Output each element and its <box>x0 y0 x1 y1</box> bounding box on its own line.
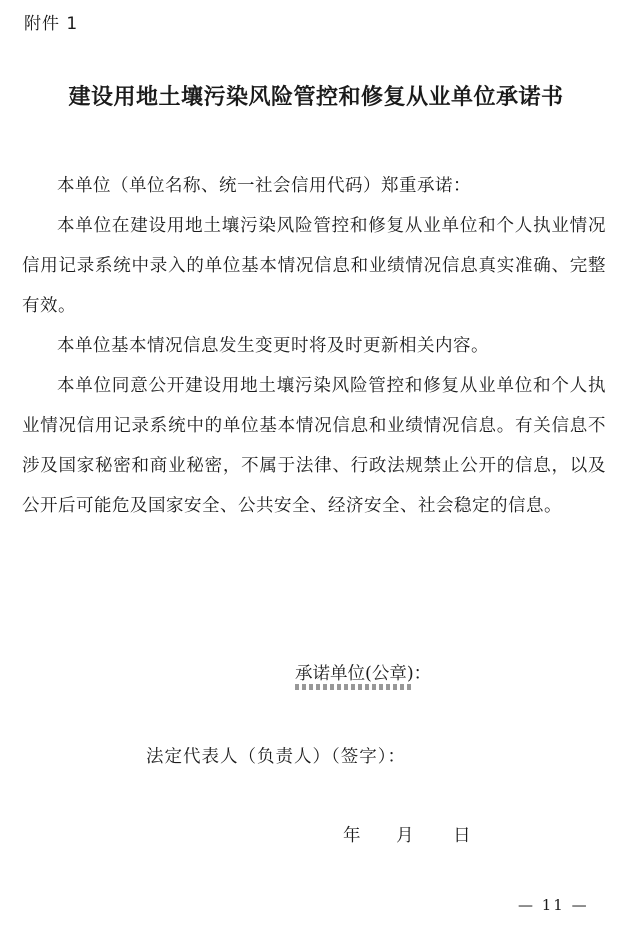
paragraph-update: 本单位基本情况信息发生变更时将及时更新相关内容。 <box>57 336 489 356</box>
date-month-label: 月 <box>396 826 414 846</box>
signature-representative-label: 法定代表人（负责人）（签字）： <box>146 747 406 767</box>
document-title: 建设用地土壤污染风险管控和修复从业单位承诺书 <box>68 84 564 110</box>
signature-unit-colon: ： <box>413 664 432 684</box>
paragraph-intro: 本单位（单位名称、统一社会信用代码）郑重承诺： <box>57 176 471 196</box>
signature-date-row <box>343 822 471 847</box>
paragraph-disclosure: 本单位同意公开建设用地土壤污染风险管控和修复从业单位和个人执业情况信用记录系统中的单位基本情况信息和业绩情况信息。有关信息不涉及国家秘密和商业秘密，不属于法律、行政法规禁止公开的信息，以及公开后可能危及国家安全、公共安全、经济安全、社会稳定的信息。 <box>22 376 606 516</box>
signature-unit-line <box>295 660 431 685</box>
date-day-label: 日 <box>453 826 471 846</box>
document-body <box>22 166 606 526</box>
signature-unit-label: 承诺单位(公章) <box>295 660 414 685</box>
paragraph-accuracy: 本单位在建设用地土壤污染风险管控和修复从业单位和个人执业情况信用记录系统中录入的单位基本情况信息和业绩情况信息真实准确、完整有效。 <box>22 216 606 316</box>
page-number: — 11 — <box>518 896 589 914</box>
date-year-label: 年 <box>343 826 361 846</box>
attachment-label: 附件 1 <box>24 14 79 34</box>
